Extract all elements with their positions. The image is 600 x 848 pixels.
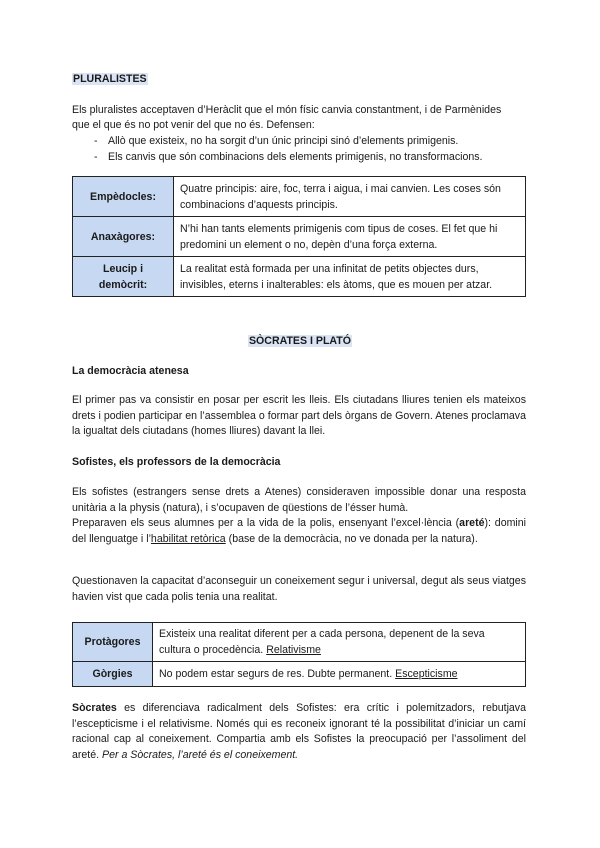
table-row (73, 257, 526, 297)
pluralistes-heading: PLURALISTES (73, 73, 147, 85)
philosopher-name: Empèdocles: (73, 177, 174, 217)
philosopher-description: N’hi han tants elements primigenis com tipus de coses. El fet que hi predomini un element o no, depèn d’una força externa. (174, 217, 526, 257)
philosopher-name: Anaxàgores: (73, 217, 174, 257)
philosopher-name: Leucip i demòcrit: (73, 257, 174, 297)
sophist-name: Protàgores (73, 623, 153, 662)
sophist-description: No podem estar segurs de res. Dubte permanent. Escepticisme (153, 662, 526, 687)
table-row (73, 177, 526, 217)
table-row (73, 623, 526, 662)
sofistes-paragraph-1: Els sofistes (estrangers sense drets a Atenes) consideraven impossible donar una resposta unitària a la physis (natura), i s’ocupaven de qüestions de l’ésser humà. (72, 486, 526, 514)
table-row (73, 662, 526, 687)
philosopher-description: La realitat està formada per una infinitat de petits objectes durs, invisibles, eterns i inalterables: els àtoms, que es mouen per atzar. (174, 257, 526, 297)
socrates-plato-heading: SÒCRATES I PLATÓ (248, 335, 352, 347)
democracia-heading: La democràcia atenesa (72, 365, 189, 377)
sofistes-paragraph-2: Preparaven els seus alumnes per a la vida de la polis, ensenyant l’excel·lència (areté): domini del llenguatge i l’habilitat retòrica (base de la democràcia, no ve donada per la natura). (72, 517, 527, 545)
sophist-name: Gòrgies (73, 662, 153, 687)
sofistes-heading: Sofistes, els professors de la democràcia (72, 456, 281, 468)
philosopher-description: Quatre principis: aire, foc, terra i aigua, i mai canvien. Les coses són combinacions d’aquests principis. (174, 177, 526, 217)
sofistes-paragraph-3: Questionaven la capacitat d’aconseguir un coneixement segur i universal, degut als seus viatges havien vist que cada polis tenia una realitat. (72, 575, 526, 603)
pluralistes-intro-line1: Els pluralistes acceptaven d’Heràclit que el món físic canvia constantment, i de Parmènides (72, 104, 502, 116)
relativisme-link: Relativisme (266, 644, 321, 656)
pluralistes-intro-line2: que el que és no pot venir del que no és. Defensen: (72, 119, 315, 131)
pluralistes-table (72, 176, 526, 297)
democracia-paragraph: El primer pas va consistir en posar per escrit les lleis. Els ciutadans lliures tenien els mateixos drets i podien participar en l’assemblea o formar part dels òrgans de Govern. Atenes proclamava la igualtat dels ciutadans (homes lliures) davant la llei. (72, 394, 526, 438)
table-row (73, 217, 526, 257)
habilitat-retorica-link: habilitat retòrica (150, 532, 226, 545)
list-item: - Els canvis que són combinacions dels elements primigenis, no transformacions. (90, 149, 483, 165)
pluralistes-bullet-list (90, 133, 483, 165)
sofistes-table (72, 622, 526, 687)
list-item: - Allò que existeix, no ha sorgit d’un únic principi sinó d’elements primigenis. (90, 133, 483, 149)
socrates-paragraph: Sòcrates es diferenciava radicalment dels Sofistes: era crític i polemitzadors, rebutjava l’escepticisme i el relativisme. Només qui es reconeix ignorant té la possibilitat d’iniciar un camí racional cap al coneixement. Compartia amb els Sofistes la preocupació per l’assoliment del areté. Per a Sòcrates, l’areté és el coneixement. (72, 702, 526, 761)
sophist-description: Existeix una realitat diferent per a cada persona, depenent de la seva cultura o procedència. Relativisme (153, 623, 526, 662)
escepticisme-link: Escepticisme (395, 668, 458, 680)
